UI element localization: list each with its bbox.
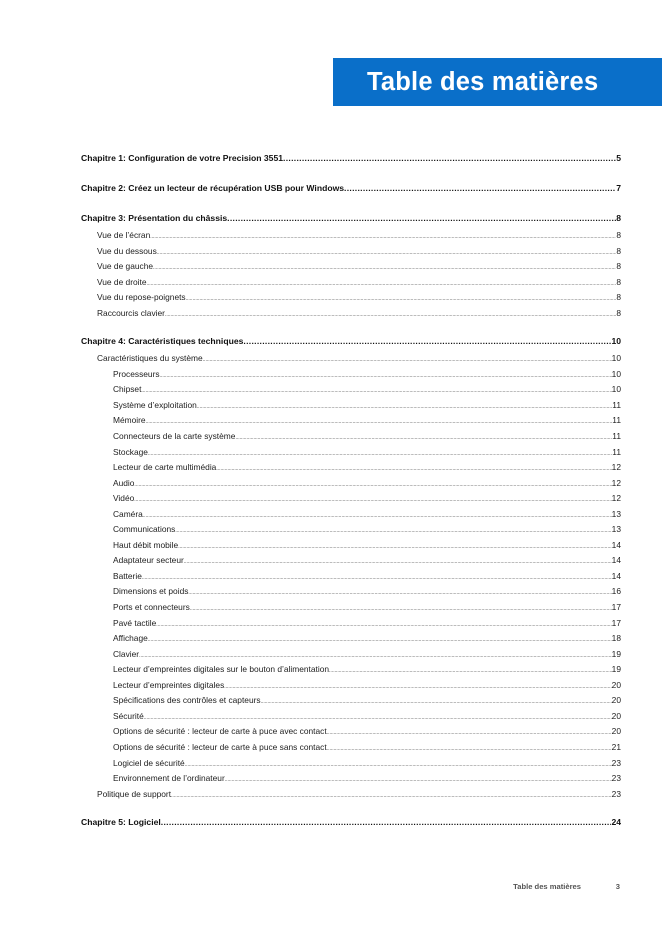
toc-dot-leader (243, 332, 611, 351)
toc-spacer (81, 802, 621, 813)
toc-entry-label: Chapitre 3: Présentation du châssis (81, 213, 228, 223)
toc-chapter-entry[interactable] (81, 332, 621, 351)
toc-entry-label: Processeurs (113, 368, 160, 379)
toc-entry-label: Options de sécurité : lecteur de carte à puce sans contact (113, 741, 327, 752)
toc-section-entry[interactable] (81, 491, 621, 507)
toc-section-entry[interactable] (81, 244, 621, 260)
toc-section-entry[interactable] (81, 787, 621, 803)
toc-spacer (81, 168, 621, 179)
toc-section-entry[interactable] (81, 413, 621, 429)
toc-entry-label: Dimensions et poids (113, 586, 189, 597)
toc-chapter-entry[interactable] (81, 149, 621, 168)
toc-dot-leader (148, 447, 612, 461)
toc-entry-label: Vidéo (113, 493, 135, 504)
toc-dot-leader (141, 384, 611, 398)
toc-entry-label: Stockage (113, 446, 148, 457)
toc-dot-leader (165, 308, 616, 322)
toc-page-number: 13 (611, 508, 621, 519)
toc-entry-label: Logiciel de sécurité (113, 757, 185, 768)
toc-section-entry[interactable] (81, 553, 621, 569)
toc-section-entry[interactable] (81, 275, 621, 291)
toc-chapter-entry[interactable] (81, 209, 621, 228)
toc-entry-label: Clavier (113, 648, 140, 659)
page-footer (0, 882, 662, 896)
toc-entry-label: Adaptateur secteur (113, 555, 184, 566)
toc-dot-leader (185, 758, 612, 772)
toc-dot-leader (134, 478, 611, 492)
toc-entry-label: Chapitre 4: Caractéristiques techniques (81, 336, 244, 347)
toc-section-entry[interactable] (81, 429, 621, 445)
toc-entry-label: Raccourcis clavier (97, 307, 165, 318)
toc-page-number: 19 (611, 664, 621, 675)
toc-dot-leader (150, 230, 616, 244)
title-banner (333, 58, 662, 106)
toc-dot-leader (227, 209, 616, 228)
toc-dot-leader (142, 571, 612, 585)
toc-dot-leader (148, 633, 612, 647)
toc-section-entry[interactable] (81, 662, 621, 678)
toc-section-entry[interactable] (81, 367, 621, 383)
toc-entry-label: Audio (113, 477, 135, 488)
toc-page-number: 12 (611, 493, 621, 504)
footer-title: Table des matières (513, 882, 581, 891)
toc-section-entry[interactable] (81, 631, 621, 647)
toc-dot-leader (283, 149, 616, 168)
toc-section-entry[interactable] (81, 771, 621, 787)
toc-dot-leader (203, 353, 612, 367)
toc-section-entry[interactable] (81, 724, 621, 740)
toc-page-number: 20 (611, 710, 621, 721)
toc-entry-label: Chapitre 5: Logiciel (81, 817, 161, 828)
toc-dot-leader (178, 540, 611, 554)
toc-dot-leader (153, 261, 616, 275)
toc-dot-leader (156, 618, 611, 632)
toc-spacer (81, 321, 621, 332)
toc-section-entry[interactable] (81, 584, 621, 600)
toc-page-number: 11 (612, 415, 621, 426)
toc-dot-leader (235, 431, 612, 445)
toc-dot-leader (197, 400, 613, 414)
toc-section-entry[interactable] (81, 693, 621, 709)
toc-page-number: 18 (611, 633, 621, 644)
toc-page-number: 19 (611, 648, 621, 659)
toc-page-number: 17 (611, 602, 621, 613)
toc-dot-leader (190, 602, 612, 616)
toc-entry-label: Spécifications des contrôles et capteurs (113, 695, 261, 706)
toc-entry-label: Chipset (113, 384, 142, 395)
toc-dot-leader (216, 462, 611, 476)
toc-page-number: 8 (616, 213, 621, 223)
toc-page-number: 10 (611, 353, 621, 364)
toc-entry-label: Vue du dessous (97, 245, 157, 256)
toc-entry-label: Système d’exploitation (113, 399, 197, 410)
toc-page-number: 10 (611, 384, 621, 395)
toc-entry-label: Options de sécurité : lecteur de carte à puce avec contact (113, 726, 327, 737)
toc-entry-label: Lecteur d’empreintes digitales sur le bouton d’alimentation (113, 664, 330, 675)
toc-dot-leader (188, 586, 611, 600)
toc-section-entry[interactable] (81, 476, 621, 492)
toc-dot-leader (329, 664, 612, 678)
toc-dot-leader (144, 711, 612, 725)
toc-entry-label: Pavé tactile (113, 617, 157, 628)
toc-dot-leader (175, 524, 611, 538)
toc-dot-leader (186, 292, 617, 306)
toc-page-number: 24 (611, 817, 621, 828)
toc-section-entry[interactable] (81, 306, 621, 322)
toc-page-number: 16 (611, 586, 621, 597)
toc-page-number: 23 (611, 773, 621, 784)
footer-page-number: 3 (615, 882, 620, 891)
toc-page-number: 8 (616, 276, 621, 287)
toc-page-number: 13 (611, 524, 621, 535)
toc-page-number: 10 (611, 368, 621, 379)
toc-dot-leader (147, 277, 617, 291)
toc-section-entry[interactable] (81, 740, 621, 756)
toc-page-number: 8 (616, 261, 621, 272)
toc-section-entry[interactable] (81, 445, 621, 461)
toc-page-number: 5 (616, 153, 621, 163)
toc-entry-label: Vue de droite (97, 276, 147, 287)
toc-entry-label: Chapitre 1: Configuration de votre Precision 3551 (81, 153, 283, 163)
toc-entry-label: Chapitre 2: Créez un lecteur de récupération USB pour Windows (81, 183, 345, 193)
toc-section-entry[interactable] (81, 290, 621, 306)
toc-page-number: 10 (611, 336, 621, 347)
toc-page-number: 23 (611, 757, 621, 768)
toc-dot-leader (184, 555, 612, 569)
toc-section-entry[interactable] (81, 351, 621, 367)
toc-dot-leader (225, 773, 612, 787)
toc-entry-label: Vue du repose-poignets (97, 292, 186, 303)
toc-chapter-entry[interactable] (81, 813, 621, 832)
toc-dot-leader (327, 726, 612, 740)
toc-dot-leader (146, 415, 613, 429)
toc-section-entry[interactable] (81, 616, 621, 632)
toc-entry-label: Politique de support (97, 788, 172, 799)
toc-page-number: 17 (611, 617, 621, 628)
toc-section-entry[interactable] (81, 569, 621, 585)
toc-page-number: 8 (616, 245, 621, 256)
toc-dot-leader (261, 695, 612, 709)
toc-page-number: 8 (616, 292, 621, 303)
toc-section-entry[interactable] (81, 756, 621, 772)
page-title: Table des matières (367, 67, 599, 96)
toc-dot-leader (139, 649, 612, 663)
toc-entry-label: Lecteur de carte multimédia (113, 462, 217, 473)
toc-entry-label: Sécurité (113, 710, 144, 721)
toc-section-entry[interactable] (81, 398, 621, 414)
toc-section-entry[interactable] (81, 259, 621, 275)
toc-chapter-entry[interactable] (81, 179, 621, 198)
toc-section-entry[interactable] (81, 382, 621, 398)
toc-page-number: 12 (611, 462, 621, 473)
toc-section-entry[interactable] (81, 709, 621, 725)
toc-page-number: 11 (612, 399, 621, 410)
toc-page-number: 11 (612, 431, 621, 442)
toc-entry-label: Vue de l’écran (97, 230, 151, 240)
toc-section-entry[interactable] (81, 522, 621, 538)
toc-dot-leader (160, 369, 612, 383)
toc-page-number: 14 (611, 539, 621, 550)
toc-page-number: 8 (616, 230, 621, 240)
toc-dot-leader (327, 742, 612, 756)
toc-dot-leader (157, 246, 617, 260)
toc-entry-label: Connecteurs de la carte système (113, 431, 236, 442)
toc-page-number: 20 (611, 679, 621, 690)
toc-page-number: 23 (611, 788, 621, 799)
toc-page-number: 21 (611, 741, 621, 752)
toc-entry-label: Affichage (113, 633, 148, 644)
toc-entry-label: Mémoire (113, 415, 146, 426)
toc-section-entry[interactable] (81, 600, 621, 616)
toc-dot-leader (171, 789, 612, 803)
toc-entry-label: Ports et connecteurs (113, 602, 190, 613)
toc-section-entry[interactable] (81, 647, 621, 663)
toc-spacer (81, 198, 621, 209)
toc-page-number: 12 (611, 477, 621, 488)
toc-entry-label: Caractéristiques du système (97, 353, 203, 364)
toc-section-entry[interactable] (81, 507, 621, 523)
toc-section-entry[interactable] (81, 678, 621, 694)
toc-page-number: 7 (616, 183, 621, 193)
toc-dot-leader (134, 493, 611, 507)
toc-page-number: 20 (611, 726, 621, 737)
toc-page-number: 20 (611, 695, 621, 706)
toc-entry-label: Environnement de l’ordinateur (113, 773, 225, 784)
toc-dot-leader (224, 680, 611, 694)
toc-page-number: 11 (612, 446, 621, 457)
toc-entry-label: Haut débit mobile (113, 539, 179, 550)
toc-dot-leader (161, 813, 612, 832)
toc-section-entry[interactable] (81, 538, 621, 554)
toc-page-number: 14 (611, 555, 621, 566)
toc-section-entry[interactable] (81, 460, 621, 476)
toc-entry-label: Lecteur d’empreintes digitales (113, 679, 225, 690)
toc-page-number: 14 (611, 570, 621, 581)
toc-entry-label: Batterie (113, 570, 142, 581)
toc-page-number: 8 (616, 307, 621, 318)
toc-entry-label: Vue de gauche (97, 261, 154, 272)
toc-entry-label: Caméra (113, 508, 143, 519)
toc-entry-label: Communications (113, 524, 176, 535)
toc-section-entry[interactable] (81, 228, 621, 244)
toc-dot-leader (344, 179, 616, 198)
table-of-contents (81, 149, 621, 832)
toc-dot-leader (143, 509, 612, 523)
